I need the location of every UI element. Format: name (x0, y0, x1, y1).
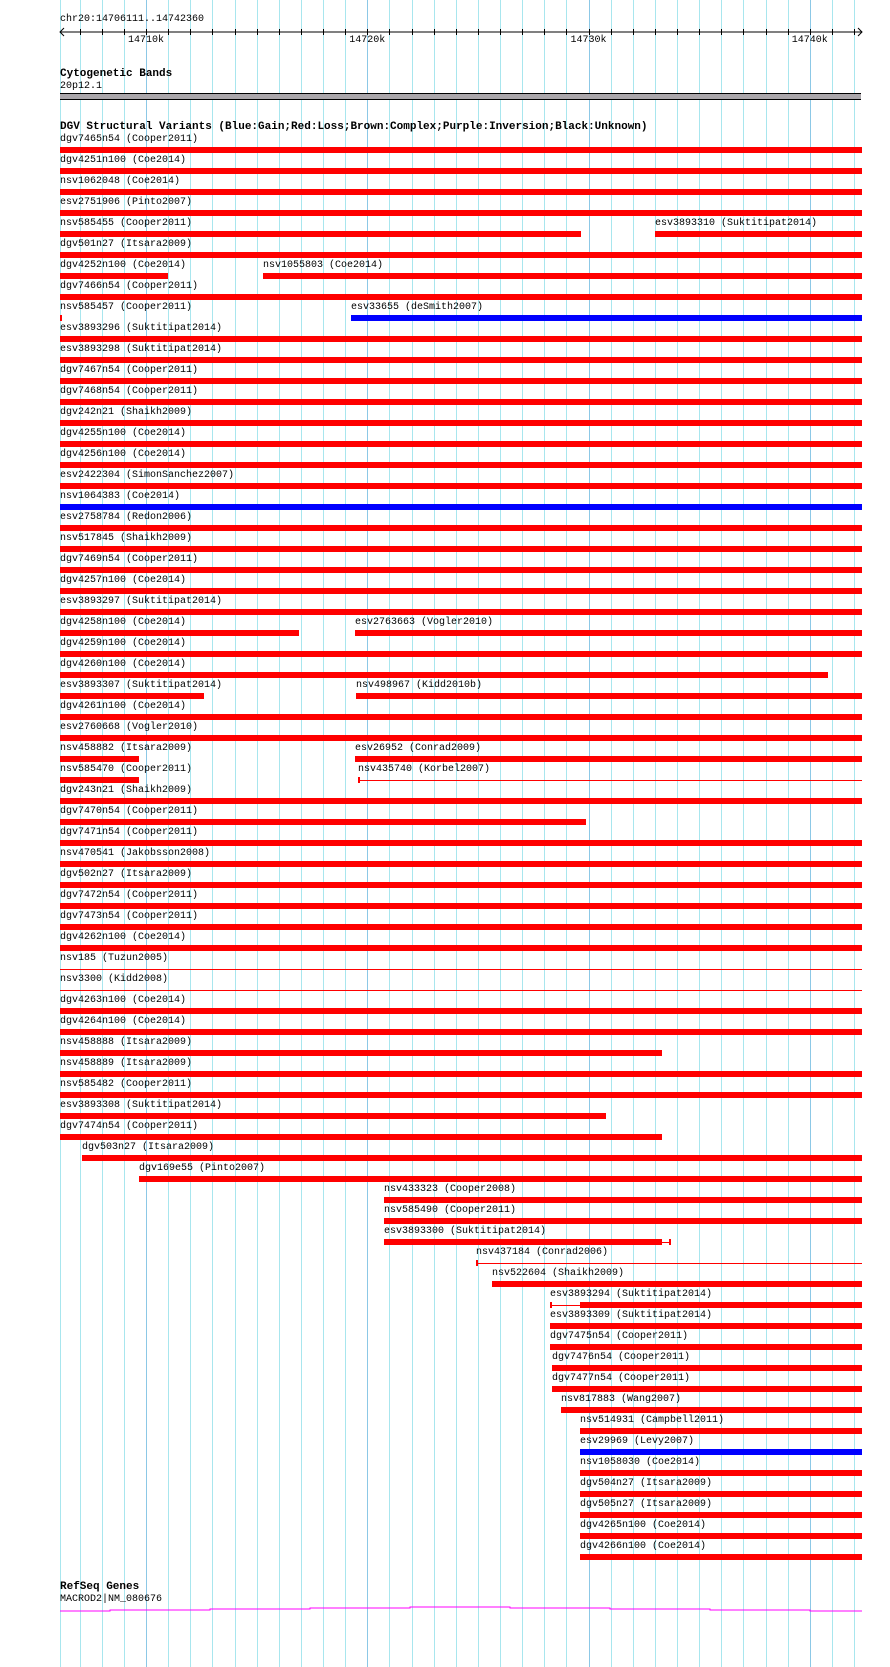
sv-label[interactable]: esv3893300 (Suktitipat2014) (384, 1226, 547, 1237)
sv-bar[interactable] (60, 147, 862, 153)
grid-line (301, 0, 302, 1667)
sv-label[interactable]: dgv7465n54 (Cooper2011) (60, 134, 199, 145)
sv-bar[interactable] (60, 231, 581, 237)
sv-bar[interactable] (60, 357, 862, 363)
sv-label[interactable]: dgv7475n54 (Cooper2011) (550, 1331, 689, 1342)
sv-label[interactable]: dgv7473n54 (Cooper2011) (60, 911, 199, 922)
sv-label[interactable]: dgv7466n54 (Cooper2011) (60, 281, 199, 292)
grid-line (810, 0, 811, 1667)
sv-label[interactable]: dgv503n27 (Itsara2009) (82, 1142, 215, 1153)
sv-label[interactable]: dgv4262n100 (Coe2014) (60, 932, 187, 943)
sv-bar[interactable] (60, 567, 862, 573)
sv-bar[interactable] (60, 525, 862, 531)
grid-line (212, 0, 213, 1667)
sv-bar[interactable] (356, 693, 862, 699)
sv-bar[interactable] (60, 315, 62, 321)
sv-label[interactable]: esv33655 (deSmith2007) (351, 302, 484, 313)
sv-label[interactable]: nsv585490 (Cooper2011) (384, 1205, 517, 1216)
sv-label[interactable]: esv2760668 (Vogler2010) (60, 722, 199, 733)
sv-bar[interactable] (552, 1365, 862, 1371)
gene-label: MACROD2|NM_080676 (60, 1594, 163, 1605)
sv-bar[interactable] (60, 1071, 862, 1077)
sv-label[interactable]: dgv4255n100 (Coe2014) (60, 428, 187, 439)
grid-line (788, 0, 789, 1667)
sv-label[interactable]: nsv3300 (Kidd2008) (60, 974, 169, 985)
sv-label[interactable]: dgv7470n54 (Cooper2011) (60, 806, 199, 817)
grid-line (544, 0, 545, 1667)
sv-label[interactable]: dgv7477n54 (Cooper2011) (552, 1373, 691, 1384)
sv-line[interactable] (476, 1263, 862, 1264)
sv-bar[interactable] (60, 1092, 862, 1098)
sv-bar[interactable] (580, 1512, 862, 1518)
grid-line (367, 0, 368, 1667)
sv-bar[interactable] (60, 588, 862, 594)
grid-line (743, 0, 744, 1667)
grid-line (766, 0, 767, 1667)
sv-bar[interactable] (580, 1470, 862, 1476)
sv-label[interactable]: esv3893296 (Suktitipat2014) (60, 323, 223, 334)
grid-line (279, 0, 280, 1667)
sv-bar[interactable] (60, 840, 862, 846)
sv-label[interactable]: dgv504n27 (Itsara2009) (580, 1478, 713, 1489)
sv-label[interactable]: dgv4251n100 (Coe2014) (60, 155, 187, 166)
grid-line (522, 0, 523, 1667)
sv-label[interactable]: dgv502n27 (Itsara2009) (60, 869, 193, 880)
sv-end-tick (358, 777, 360, 783)
grid-line (389, 0, 390, 1667)
sv-bar[interactable] (384, 1218, 862, 1224)
sv-label[interactable]: esv2763663 (Vogler2010) (355, 617, 494, 628)
sv-label[interactable]: esv2751906 (Pinto2007) (60, 197, 193, 208)
tick-label: 14740k (791, 35, 828, 46)
sv-bar[interactable] (60, 189, 862, 195)
sv-label[interactable]: dgv243n21 (Shaikh2009) (60, 785, 193, 796)
sv-bar[interactable] (580, 1428, 862, 1434)
sv-bar[interactable] (263, 273, 862, 279)
sv-label[interactable]: nsv458888 (Itsara2009) (60, 1037, 193, 1048)
sv-line[interactable] (60, 990, 862, 991)
sv-label[interactable]: dgv7467n54 (Cooper2011) (60, 365, 199, 376)
sv-bar[interactable] (60, 903, 862, 909)
sv-label[interactable]: dgv169e55 (Pinto2007) (139, 1163, 266, 1174)
sv-bar[interactable] (60, 693, 204, 699)
grid-line (456, 0, 457, 1667)
sv-bar[interactable] (60, 399, 862, 405)
grid-line (500, 0, 501, 1667)
sv-label[interactable]: nsv1062048 (Coe2014) (60, 176, 181, 187)
sv-label[interactable]: nsv517845 (Shaikh2009) (60, 533, 193, 544)
sv-label[interactable]: esv3893297 (Suktitipat2014) (60, 596, 223, 607)
sv-label[interactable]: dgv4256n100 (Coe2014) (60, 449, 187, 460)
sv-label[interactable]: dgv7469n54 (Cooper2011) (60, 554, 199, 565)
sv-bar[interactable] (60, 1113, 606, 1119)
sv-bar[interactable] (550, 1323, 862, 1329)
sv-bar[interactable] (60, 210, 862, 216)
sv-whisker (550, 1305, 580, 1306)
sv-label[interactable]: dgv505n27 (Itsara2009) (580, 1499, 713, 1510)
sv-label[interactable]: dgv4263n100 (Coe2014) (60, 995, 187, 1006)
sv-bar[interactable] (60, 672, 828, 678)
sv-label[interactable]: nsv185 (Tuzun2005) (60, 953, 169, 964)
sv-label[interactable]: dgv242n21 (Shaikh2009) (60, 407, 193, 418)
grid-line (257, 0, 258, 1667)
sv-label[interactable]: dgv4252n100 (Coe2014) (60, 260, 187, 271)
sv-label[interactable]: nsv458889 (Itsara2009) (60, 1058, 193, 1069)
sv-bar[interactable] (82, 1155, 862, 1161)
sv-bar[interactable] (60, 546, 862, 552)
sv-label[interactable]: dgv4264n100 (Coe2014) (60, 1016, 187, 1027)
sv-label[interactable]: esv3893308 (Suktitipat2014) (60, 1100, 223, 1111)
sv-bar[interactable] (60, 861, 862, 867)
sv-bar[interactable] (60, 378, 862, 384)
sv-label[interactable]: dgv4259n100 (Coe2014) (60, 638, 187, 649)
sv-label[interactable]: dgv4257n100 (Coe2014) (60, 575, 187, 586)
sv-label[interactable]: nsv1055803 (Coe2014) (263, 260, 384, 271)
sv-bar[interactable] (60, 483, 862, 489)
sv-bar[interactable] (60, 462, 862, 468)
sv-end-tick (669, 1239, 671, 1245)
sv-bar[interactable] (60, 714, 862, 720)
sv-label[interactable]: nsv458882 (Itsara2009) (60, 743, 193, 754)
sv-label[interactable]: nsv433323 (Cooper2008) (384, 1184, 517, 1195)
sv-label[interactable]: dgv4266n100 (Coe2014) (580, 1541, 707, 1552)
sv-label[interactable]: nsv470541 (Jakobsson2008) (60, 848, 211, 859)
sv-bar[interactable] (384, 1239, 662, 1245)
sv-bar[interactable] (580, 1302, 862, 1308)
sv-bar[interactable] (580, 1554, 862, 1560)
sv-bar[interactable] (60, 168, 862, 174)
sv-bar[interactable] (60, 882, 862, 888)
sv-bar[interactable] (60, 441, 862, 447)
grid-line (854, 0, 855, 1667)
sv-bar[interactable] (60, 1050, 662, 1056)
sv-bar[interactable] (60, 1134, 662, 1140)
sv-bar[interactable] (60, 756, 139, 762)
sv-end-tick (550, 1302, 552, 1308)
sv-label[interactable]: dgv4261n100 (Coe2014) (60, 701, 187, 712)
sv-bar[interactable] (550, 1344, 862, 1350)
sv-label[interactable]: esv2422304 (SimonSanchez2007) (60, 470, 235, 481)
grid-line (323, 0, 324, 1667)
sv-bar[interactable] (60, 609, 862, 615)
sv-bar[interactable] (60, 336, 862, 342)
sv-bar[interactable] (655, 231, 862, 237)
refseq-track-title: RefSeq Genes (60, 1581, 140, 1593)
sv-label[interactable]: nsv1064383 (Coe2014) (60, 491, 181, 502)
sv-bar[interactable] (60, 798, 862, 804)
sv-label[interactable]: nsv437184 (Conrad2006) (476, 1247, 609, 1258)
sv-bar[interactable] (60, 1029, 862, 1035)
sv-bar[interactable] (60, 252, 862, 258)
sv-label[interactable]: dgv4265n100 (Coe2014) (580, 1520, 707, 1531)
sv-bar[interactable] (60, 777, 139, 783)
sv-bar[interactable] (60, 420, 862, 426)
sv-label[interactable]: esv3893309 (Suktitipat2014) (550, 1310, 713, 1321)
grid-line (566, 0, 567, 1667)
sv-line[interactable] (358, 780, 862, 781)
sv-bar[interactable] (355, 756, 862, 762)
cytoband-bar[interactable] (60, 93, 861, 100)
grid-line (345, 0, 346, 1667)
tick-label: 14720k (349, 35, 386, 46)
grid-line (235, 0, 236, 1667)
sv-bar[interactable] (60, 735, 862, 741)
sv-bar[interactable] (60, 924, 862, 930)
sv-label[interactable]: dgv7476n54 (Cooper2011) (552, 1352, 691, 1363)
sv-label[interactable]: nsv585482 (Cooper2011) (60, 1079, 193, 1090)
location-label: chr20:14706111..14742360 (60, 14, 205, 25)
sv-label[interactable]: esv3893310 (Suktitipat2014) (655, 218, 818, 229)
sv-label[interactable]: esv3893294 (Suktitipat2014) (550, 1289, 713, 1300)
sv-bar[interactable] (355, 630, 862, 636)
cytoband-track-title: Cytogenetic Bands (60, 68, 173, 80)
sv-label[interactable]: esv2758784 (Redon2006) (60, 512, 193, 523)
grid-line (478, 0, 479, 1667)
sv-label[interactable]: dgv7474n54 (Cooper2011) (60, 1121, 199, 1132)
sv-bar[interactable] (60, 504, 862, 510)
sv-bar[interactable] (492, 1281, 862, 1287)
grid-line (434, 0, 435, 1667)
sv-bar[interactable] (60, 945, 862, 951)
tick-label: 14730k (570, 35, 607, 46)
sv-label[interactable]: dgv4258n100 (Coe2014) (60, 617, 187, 628)
sv-label[interactable]: nsv817883 (Wang2007) (561, 1394, 682, 1405)
sv-label[interactable]: esv26952 (Conrad2009) (355, 743, 482, 754)
sv-bar[interactable] (351, 315, 862, 321)
cytoband-label: 20p12.1 (60, 81, 103, 92)
sv-label[interactable]: dgv7471n54 (Cooper2011) (60, 827, 199, 838)
sv-label[interactable]: nsv435740 (Korbel2007) (358, 764, 491, 775)
sv-label[interactable]: dgv501n27 (Itsara2009) (60, 239, 193, 250)
sv-bar[interactable] (139, 1176, 862, 1182)
sv-bar[interactable] (580, 1533, 862, 1539)
sv-label[interactable]: esv3893298 (Suktitipat2014) (60, 344, 223, 355)
tick-label: 14710k (128, 35, 165, 46)
sv-label[interactable]: nsv522604 (Shaikh2009) (492, 1268, 625, 1279)
sv-label[interactable]: nsv498967 (Kidd2010b) (356, 680, 483, 691)
sv-bar[interactable] (384, 1197, 862, 1203)
sv-label[interactable]: dgv4260n100 (Coe2014) (60, 659, 187, 670)
sv-label[interactable]: nsv1058030 (Coe2014) (580, 1457, 701, 1468)
sv-label[interactable]: nsv585457 (Cooper2011) (60, 302, 193, 313)
sv-label[interactable]: nsv514931 (Campbell2011) (580, 1415, 725, 1426)
sv-bar[interactable] (60, 273, 168, 279)
sv-bar[interactable] (60, 819, 586, 825)
sv-label[interactable]: dgv7468n54 (Cooper2011) (60, 386, 199, 397)
sv-end-tick (476, 1260, 478, 1266)
gene-model[interactable] (0, 1600, 890, 1620)
grid-line (832, 0, 833, 1667)
sv-bar[interactable] (552, 1386, 862, 1392)
sv-label[interactable]: nsv585455 (Cooper2011) (60, 218, 193, 229)
grid-line (412, 0, 413, 1667)
sv-bar[interactable] (60, 1008, 862, 1014)
sv-bar[interactable] (580, 1491, 862, 1497)
sv-bar[interactable] (561, 1407, 862, 1413)
sv-label[interactable]: dgv7472n54 (Cooper2011) (60, 890, 199, 901)
sv-label[interactable]: esv29969 (Levy2007) (580, 1436, 695, 1447)
sv-bar[interactable] (60, 630, 299, 636)
sv-line[interactable] (60, 969, 862, 970)
sv-label[interactable]: nsv585470 (Cooper2011) (60, 764, 193, 775)
sv-label[interactable]: esv3893307 (Suktitipat2014) (60, 680, 223, 691)
sv-bar[interactable] (60, 651, 862, 657)
dgv-track-title: DGV Structural Variants (Blue:Gain;Red:Loss;Brown:Complex;Purple:Inversion;Black:Unknown) (60, 121, 648, 133)
sv-bar[interactable] (580, 1449, 862, 1455)
sv-bar[interactable] (60, 294, 862, 300)
